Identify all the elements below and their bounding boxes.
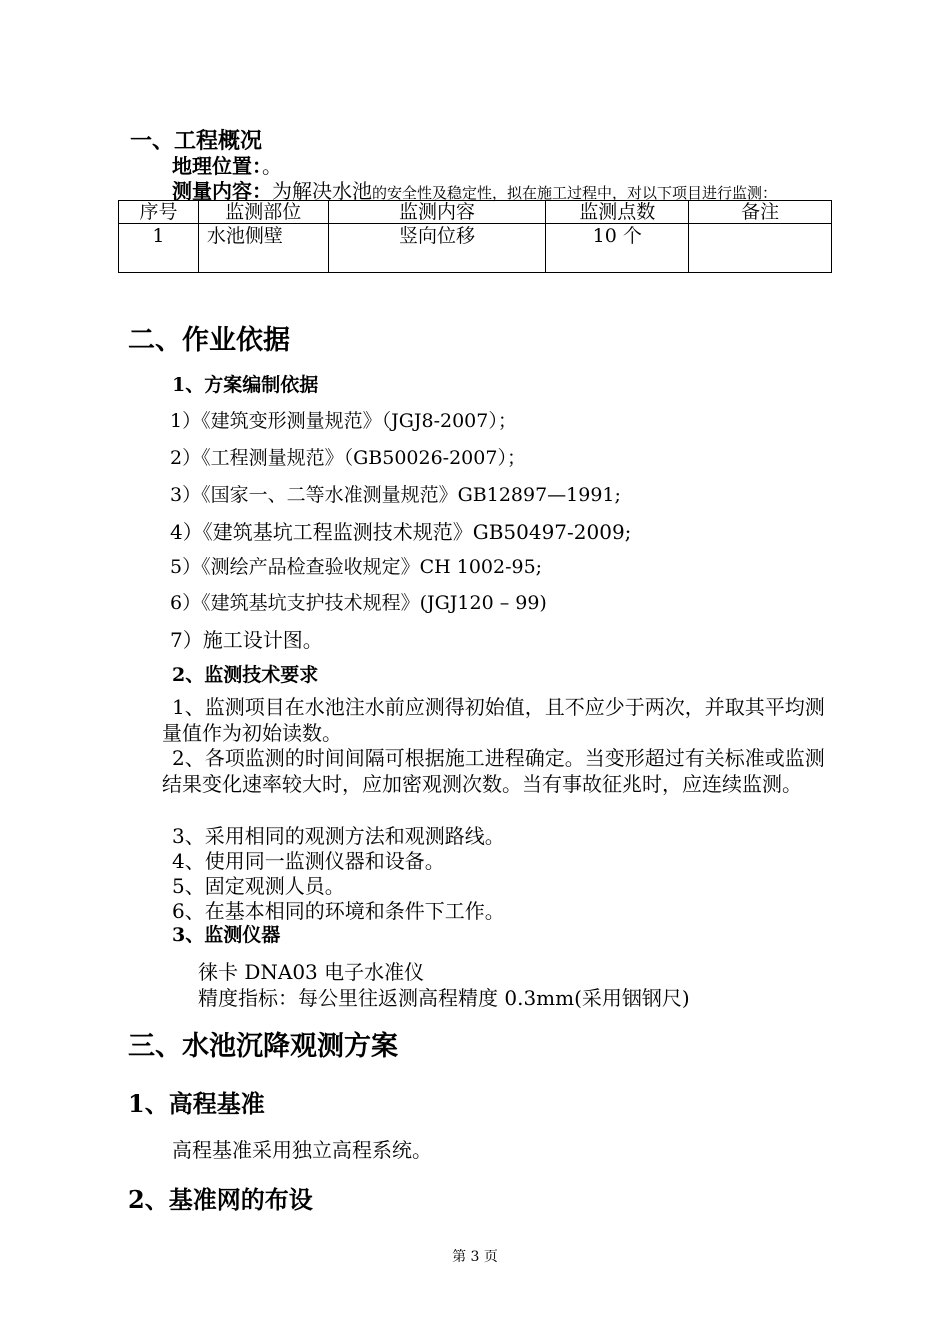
table-row <box>119 224 832 273</box>
basis-item: 7）施工设计图。 <box>170 628 323 652</box>
monitoring-table <box>118 200 832 273</box>
table-cell-content: 竖向位移 <box>328 224 546 273</box>
page-number: 第 3 页 <box>452 1249 498 1265</box>
table-header-cell: 序号 <box>119 201 199 224</box>
content-value-large: 为解决水池 <box>272 179 372 203</box>
network-subheading: 2、基准网的布设 <box>128 1185 313 1214</box>
basis-item: 1）《建筑变形测量规范》（JGJ8-2007）； <box>170 410 517 432</box>
section2-heading: 二、作业依据 <box>128 325 290 356</box>
table-cell-remark <box>689 224 832 273</box>
table-header-cell: 监测点数 <box>546 201 689 224</box>
basis-item: 5）《测绘产品检查验收规定》CH 1002-95; <box>170 556 543 578</box>
instrument-precision: 精度指标：每公里往返测高程精度 0.3mm(采用铟钢尺) <box>198 986 690 1010</box>
content-value-small: 的安全性及稳定性，拟在施工过程中，对以下项目进行监测： <box>372 184 778 202</box>
table-header-cell: 监测内容 <box>328 201 546 224</box>
basis-item: 6）《建筑基坑支护技术规程》(JGJ120 – 99) <box>170 592 547 614</box>
requirement-item: 6、在基本相同的环境和条件下工作。 <box>172 899 505 923</box>
requirement-item: 1、监测项目在水池注水前应测得初始值，且不应少于两次，并取其平均测量值作为初始读数。 <box>162 695 825 745</box>
requirement-item: 3、采用相同的观测方法和观测路线。 <box>172 824 505 848</box>
section1-heading: 一、工程概况 <box>130 128 263 154</box>
instrument-subheading: 3、监测仪器 <box>172 924 281 946</box>
table-cell-location: 水池侧壁 <box>198 224 328 273</box>
requirements-subheading: 2、监测技术要求 <box>172 664 319 686</box>
table-header-cell: 备注 <box>689 201 832 224</box>
location-label: 地理位置： <box>172 154 262 178</box>
requirement-item: 4、使用同一监测仪器和设备。 <box>172 849 445 873</box>
table-header-cell: 监测部位 <box>198 201 328 224</box>
requirement-item: 2、各项监测的时间间隔可根据施工进程确定。当变形超过有关标准或监测结果变化速率较大时，应加密观测次数。当有事故征兆时，应连续监测。 <box>162 746 825 796</box>
section3-heading: 三、水池沉降观测方案 <box>128 1031 398 1062</box>
table-cell-points: 10 个 <box>546 224 689 273</box>
requirement-item: 5、固定观测人员。 <box>172 874 345 898</box>
table-cell-index: 1 <box>119 224 199 273</box>
basis-subheading: 1、方案编制依据 <box>172 374 319 396</box>
basis-item: 3）《国家一、二等水准测量规范》GB12897—1991; <box>170 484 621 506</box>
instrument-name: 徕卡 DNA03 电子水准仪 <box>198 960 425 984</box>
datum-subheading: 1、高程基准 <box>128 1089 265 1118</box>
table-header-row <box>119 201 832 224</box>
datum-text: 高程基准采用独立高程系统。 <box>172 1138 432 1162</box>
content-label: 测量内容： <box>172 179 272 203</box>
location-value: 。 <box>262 154 282 178</box>
basis-item: 4）《建筑基坑工程监测技术规范》GB50497-2009; <box>170 520 632 544</box>
basis-item: 2）《工程测量规范》（GB50026-2007）； <box>170 447 526 469</box>
